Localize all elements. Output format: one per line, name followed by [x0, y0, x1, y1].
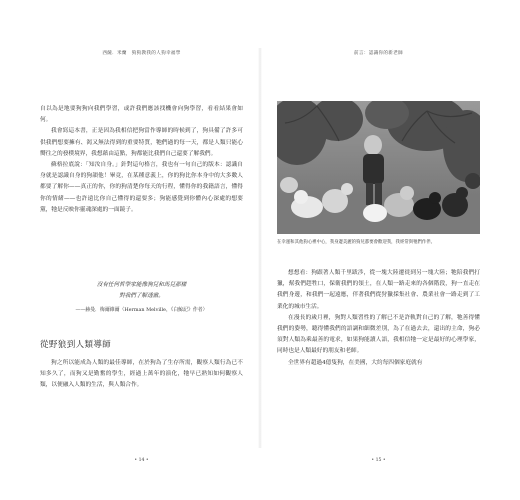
- right-paragraph-1: 想想看：狗跟著人類千里跋涉，從一塊大陸遷徙到另一塊大陸；牠陪我們打獵，幫我們趕牲口，保衛我們的領土，在人類一路走來的各個階段，狗一直走在我們身邊，和我們一起遠應，伴著我們從狩獵採集社會、農業社會一路走到了工業化的城市生活。: [277, 270, 480, 310]
- section-heading: 從野狼到人類導師: [40, 340, 112, 350]
- quote-attribution: ——赫曼．梅爾維爾（Herman Melville，《白鯨記》作者）: [75, 307, 208, 313]
- left-running-head: 西薩．米蘭 狗狗教我的人狗幸福學: [102, 51, 181, 56]
- right-page-number: • 15 •: [371, 458, 386, 463]
- left-body-bottom: [40, 358, 243, 392]
- left-paragraph-3: 蘇格拉底說：「知汝自身。」針對這句格言，我也有一句自己的版本：認識自身就是認識自身的狗韻他！畢竟，在某種意義上，你的狗比你本身中的大多數人都要了解你——真正的你，你的狗清楚你每天的行程，懂得你的我籍語言，懂得你的情緒——也許遠比你自己懂得的還要多；狗能感覺到你體內心深處的想要黨，牠是反映你靈魂深處的一面鏡子。: [40, 162, 243, 213]
- right-paragraph-2: 在漫長的歲月裡，狗對人類習性的了解已不是許軌對自己的了解，牠善得懂我們的姿勢，聽得懂我們的語調和細微差別，為了在過去去，還出的主命，狗必須對人類為乘最善的電求，如果狗能讀人語，我相信牠一定是最好的心理學家，同時也是人類最好的朋友和老師。: [277, 314, 480, 355]
- photo-illustration: [277, 101, 480, 234]
- right-page: [277, 0, 480, 500]
- left-paragraph-4: 狗之所以能成為人類的最佳導師，在於狗為了生存所需，觀察人類行為已不知多久了，而狗又是勤奮的學生，經過上萬年的演化，牠早已熟知如何觀察人類，以便融入人類的生活，與人類合作。: [40, 360, 243, 389]
- left-body-top: [40, 104, 243, 216]
- book-gutter: [258, 48, 262, 448]
- left-page: [40, 0, 243, 500]
- right-body: [277, 268, 480, 369]
- right-paragraph-3: 全世界有超過4億隻狗，在美國，大約每四個家庭就有: [288, 359, 423, 366]
- left-paragraph-1: 自以為是地要狗狗向我們學習，或許我們應該找機會向狗學習，看看結果會如何。: [40, 106, 243, 124]
- left-page-number: • 14 •: [134, 458, 149, 463]
- photo-caption: 在幸運和其他狗心裡中心，我身邊美麗的狗兒都要會歡迎我，我經常與牠們作伴。: [277, 240, 436, 245]
- quote-line-1: 沒有任何哲學家能像狗兒和馬兒那樣: [96, 282, 187, 288]
- left-paragraph-2: 我會寫這本書，正是因為我相信把狗當作導師的時候到了，狗具備了許多可供我們想要擁有、渴又無法得到的重要特質，牠們過的每一天，都是人類只能心嚮往之的發樸境界，我想藉由這點，狗都能比我們自己還要了解我們。: [40, 128, 243, 157]
- quote-line-2: 對我們了解透徹。: [119, 292, 164, 299]
- epigraph-quote: [50, 280, 233, 301]
- dogs-photo: [277, 101, 480, 234]
- right-running-head: 前言：認識你的新老師: [354, 51, 403, 56]
